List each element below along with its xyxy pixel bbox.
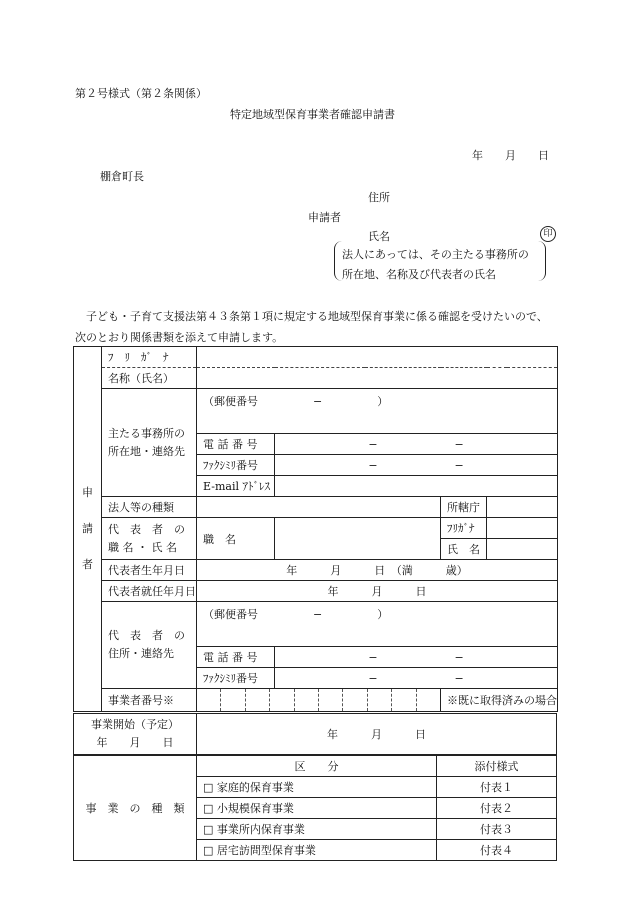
rep-title-name-label: 代 表 者 の 職 名 ・ 氏 名 <box>102 518 197 560</box>
kind-form-4: 付表４ <box>437 840 557 861</box>
name-label: 氏名 <box>368 230 390 243</box>
rep-address-label: 代 表 者 の 住所・連絡先 <box>102 602 197 689</box>
document-title: 特定地域型保育事業者確認申請書 <box>230 108 395 121</box>
date-line: 年 月 日 <box>472 149 549 162</box>
business-number-note: ※既に取得済みの場合 <box>441 689 558 712</box>
office-postal-input[interactable]: （郵便番号 − ） <box>197 389 558 434</box>
rep-postal-input[interactable]: （郵便番号 − ） <box>197 602 558 647</box>
business-number-input[interactable] <box>197 689 441 712</box>
attached-form-header: 添付様式 <box>437 756 557 777</box>
kind-checkbox-home-visit[interactable]: □ 居宅訪問型保育事業 <box>197 840 437 861</box>
office-phone-label: 電 話 番 号 <box>197 434 275 455</box>
post-input[interactable] <box>275 518 441 560</box>
business-start-table <box>73 713 557 755</box>
rep-furigana-label: ﾌﾘｶﾞﾅ <box>441 518 487 539</box>
furigana-input[interactable] <box>197 347 558 368</box>
business-number-label: 事業者番号※ <box>102 689 197 712</box>
rep-birth-input[interactable]: 年 月 日 （満 歳） <box>197 560 558 581</box>
office-fax-label: ﾌｧｸｼﾐﾘ番号 <box>197 455 275 476</box>
rep-name-label: 氏 名 <box>441 539 487 560</box>
rep-appoint-input[interactable]: 年 月 日 <box>197 581 558 602</box>
office-phone-input[interactable]: − − <box>275 434 558 455</box>
furigana-label: ﾌ ﾘ ｶﾞ ﾅ <box>102 347 197 368</box>
kind-checkbox-home[interactable]: □ 家庭的保育事業 <box>197 777 437 798</box>
start-label: 事業開始（予定） 年 月 日 <box>74 714 197 755</box>
kind-checkbox-workplace[interactable]: □ 事業所内保育事業 <box>197 819 437 840</box>
rep-phone-input[interactable]: − − <box>275 647 558 668</box>
jurisdiction-label: 所轄庁 <box>441 497 487 518</box>
application-statement: 子ども・子育て支援法第４３条第１項に規定する地域型保育事業に係る確認を受けたいので、次のとおり関係書類を添えて申請します。 <box>75 310 548 344</box>
rep-appoint-label: 代表者就任年月日 <box>102 581 197 602</box>
kind-form-1: 付表１ <box>437 777 557 798</box>
corp-type-input[interactable] <box>197 497 441 518</box>
kind-form-3: 付表３ <box>437 819 557 840</box>
office-email-label: E-mail ｱﾄﾞﾚｽ <box>197 476 275 497</box>
rep-birth-label: 代表者生年月日 <box>102 560 197 581</box>
office-label: 主たる事務所の 所在地・連絡先 <box>102 389 197 497</box>
form-number: 第２号様式（第２条関係） <box>75 87 207 100</box>
rep-fax-input[interactable]: − − <box>275 668 558 689</box>
applicant-label: 申請者 <box>308 211 341 224</box>
rep-phone-label: 電 話 番 号 <box>197 647 275 668</box>
start-date-input[interactable]: 年 月 日 <box>197 714 557 755</box>
corporate-note-line1: 法人にあっては、その主たる事務所の <box>342 248 529 261</box>
seal-icon: 印 <box>540 226 556 242</box>
office-email-input[interactable] <box>275 476 558 497</box>
post-label: 職 名 <box>197 518 275 560</box>
corporate-note-line2: 所在地、名称及び代表者の氏名 <box>342 268 496 281</box>
addressee: 棚倉町長 <box>100 170 144 183</box>
name-input[interactable] <box>197 368 558 389</box>
rep-furigana-input[interactable] <box>487 518 558 539</box>
business-kind-table <box>73 755 557 861</box>
jurisdiction-input[interactable] <box>487 497 558 518</box>
rep-fax-label: ﾌｧｸｼﾐﾘ番号 <box>197 668 275 689</box>
office-fax-input[interactable]: − − <box>275 455 558 476</box>
kind-form-2: 付表２ <box>437 798 557 819</box>
corp-type-label: 法人等の種類 <box>102 497 197 518</box>
division-header: 区 分 <box>197 756 437 777</box>
address-label: 住所 <box>368 191 390 204</box>
applicant-vertical-label: 申 請 者 <box>74 347 102 712</box>
application-form-table <box>73 346 558 712</box>
business-kind-label: 事 業 の 種 類 <box>74 756 197 861</box>
name-label: 名称（氏名） <box>102 368 197 389</box>
kind-checkbox-small[interactable]: □ 小規模保育事業 <box>197 798 437 819</box>
rep-name-input[interactable] <box>487 539 558 560</box>
